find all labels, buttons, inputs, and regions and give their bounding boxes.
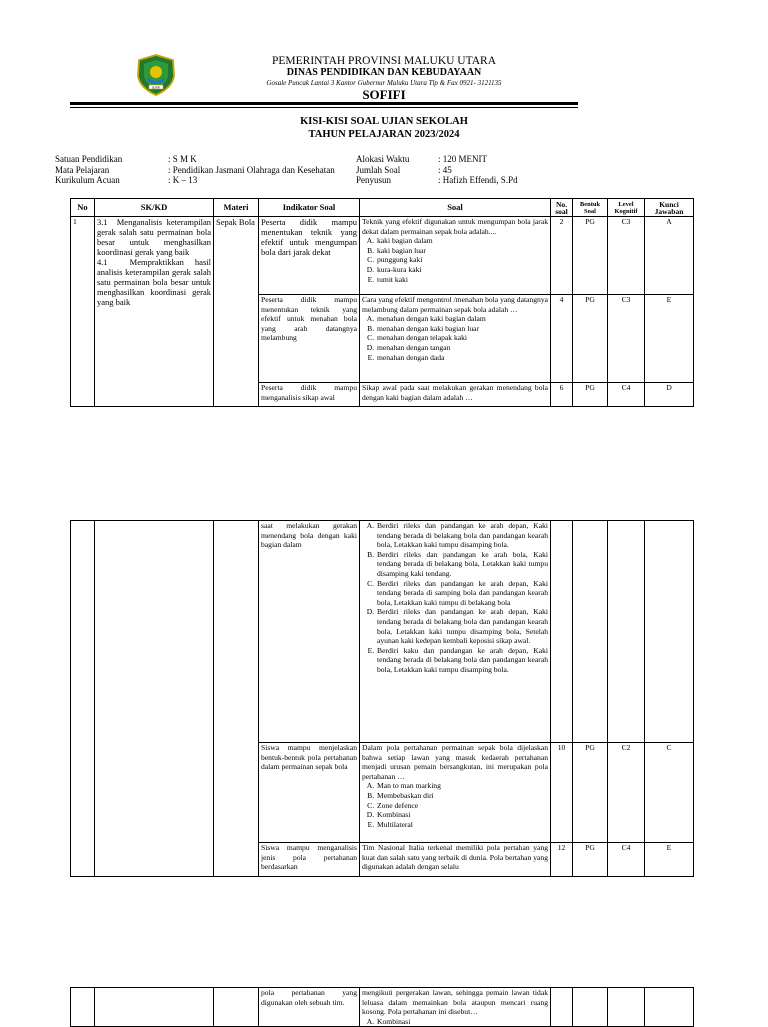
bentuk-cell: PG: [573, 743, 608, 843]
soal-cell: [360, 295, 551, 383]
answer-option: C. Berdiri rileks dan pandangan ke arah depan, Kaki tendang berada di samping bola dan pandangan kearah bola, Letakkan kaki tumpu di belakang bola: [376, 579, 548, 608]
table-row: [71, 988, 694, 1027]
kunci-cell: E: [645, 295, 694, 383]
level-cell: C3: [608, 295, 645, 383]
bentuk-cell: [573, 521, 608, 743]
indikator-cell: pola pertahanan yang digunakan oleh sebuah tim.: [259, 988, 360, 1027]
col-header-no-soal: No. soal: [551, 199, 573, 217]
bentuk-cell: [573, 988, 608, 1027]
table-header-row: [71, 199, 694, 217]
soal-cell: Tim Nasional Italia terkenal memiliki pola pertahan yang kuat dan salah satu yang terbaik di dunia. Pola bertahan yang digunakan adalah dengan selalu: [360, 843, 551, 877]
doc-title: KISI-KISI SOAL UJIAN SEKOLAH: [300, 116, 468, 127]
answer-option: B. Membebaskan diri: [376, 791, 548, 801]
info-label: Penyusun: [356, 175, 392, 185]
answer-option: D. kura-kura kaki: [376, 265, 548, 275]
level-cell: [608, 988, 645, 1027]
kd-cell: [95, 217, 214, 407]
bentuk-cell: PG: [573, 843, 608, 877]
letterhead-rule-thick: [70, 102, 578, 105]
answer-option: A. Kombinasi: [376, 1017, 548, 1027]
soal-question: Teknik yang efektif digunakan untuk mengumpan bola jarak dekat dalam permainan sepak bola adalah....: [362, 217, 548, 236]
materi-cell: [214, 988, 259, 1027]
answer-option: D. Kombinasi: [376, 810, 548, 820]
indikator-cell: saat melakukan gerakan menendang bola dengan kaki bagian dalam: [259, 521, 360, 743]
dept-address: Gosale Puncak Lantai 3 Kantor Gubernur Maluku Utara Tlp & Fax 0921- 3121135: [266, 79, 502, 87]
answer-option: D. Berdiri rileks dan pandangan ke arah depan, Kaki tendang berada di belakang bola dan pandangan kearah bola, Letakkan kaki tumpu disamping bola, Setelah ayunan kaki kedepan kembali keposisi sikap awal.: [376, 607, 548, 645]
info-right-labels: [356, 154, 409, 186]
info-value: : 120 MENIT: [438, 154, 487, 164]
dept-name: DINAS PENDIDIKAN DAN KEBUDAYAAN: [286, 67, 482, 78]
answer-option: C. menahan dengan telapak kaki: [376, 333, 548, 343]
indikator-cell: Peserta didik mampu menganalisis sikap awal: [259, 383, 360, 407]
soal-cell: Sikap awal pada saat melakukan gerakan menendang bola dengan kaki bagian dalam adalah …: [360, 383, 551, 407]
kd-text: Mempraktikkan hasil analisis keterampilan gerak salah satu permainan bola besar untuk menghasilkan koordinasi gerak yang baik: [97, 257, 211, 307]
soal-question: Dalam pola pertahanan permainan sepak bola dijelaskan bahwa setiap lawan yang masuk kedaerah pertahanan menjadi urusan pemain bersangkutan, ini merupakan pola pertahanan …: [362, 743, 548, 781]
no-soal-cell: 4: [551, 295, 573, 383]
kisi-kisi-table-page2: [70, 520, 694, 877]
level-cell: C4: [608, 383, 645, 407]
answer-options: [362, 236, 548, 284]
answer-option: A. menahan dengan kaki bagian dalam: [376, 314, 548, 324]
level-cell: [608, 521, 645, 743]
col-header-materi: Materi: [214, 199, 259, 217]
col-header-skkd: SK/KD: [95, 199, 214, 217]
table-row: [71, 521, 694, 743]
info-left-labels: [55, 154, 122, 186]
col-header-bentuk: Bentuk Soal: [573, 199, 608, 217]
city-name: SOFIFI: [362, 87, 406, 102]
row-no: 1: [71, 217, 95, 407]
answer-option: E. Multilateral: [376, 820, 548, 830]
level-cell: C3: [608, 217, 645, 295]
answer-option: B. Berdiri rileks dan pandangan ke arah bola, Kaki tendang berada di belakang bola, Letakkan kaki tumpu disamping kaki tendang.: [376, 550, 548, 579]
kunci-cell: C: [645, 743, 694, 843]
kd-number: 3.1: [97, 217, 108, 227]
indikator-cell: Siswa mampu menganalisis jenis pola pertahanan berdasarkan: [259, 843, 360, 877]
kunci-cell: [645, 988, 694, 1027]
table-row: [71, 217, 694, 295]
kd-cell: [95, 521, 214, 877]
no-soal-cell: 2: [551, 217, 573, 295]
answer-options: [362, 1017, 548, 1027]
answer-option: D. menahan dengan tangan: [376, 343, 548, 353]
level-cell: C2: [608, 743, 645, 843]
letterhead-rule-thin: [70, 107, 578, 108]
kd-number: 4.1: [97, 257, 108, 267]
info-label: Kurikulum Acuan: [55, 175, 120, 185]
indikator-cell: Siswa mampu menjelaskan bentuk-bentuk pola pertahanan dalam permainan sepak bola: [259, 743, 360, 843]
bentuk-cell: PG: [573, 383, 608, 407]
info-value: : Pendidikan Jasmani Olahraga dan Kesehatan: [168, 164, 335, 175]
info-label: Mata Pelajaran: [55, 164, 110, 175]
soal-cell: [360, 988, 551, 1027]
no-soal-cell: 6: [551, 383, 573, 407]
answer-options: [362, 781, 548, 829]
bentuk-cell: PG: [573, 295, 608, 383]
col-header-no: No: [71, 199, 95, 217]
kunci-cell: E: [645, 843, 694, 877]
row-no: [71, 988, 95, 1027]
indikator-cell: Peserta didik mampu menentukan teknik yang efektif untuk menahan bola yang arah datangnya melambung: [259, 295, 360, 383]
info-label: Alokasi Waktu: [356, 154, 410, 164]
info-value: : Hafizh Effendi, S.Pd: [438, 175, 518, 185]
col-header-kunci: Kunci Jawaban: [645, 199, 694, 217]
answer-options: [362, 314, 548, 362]
logo-text: SOFIFI: [151, 86, 161, 90]
maluku-utara-emblem-logo: [135, 54, 177, 96]
indikator-cell: Peserta didik mampu menentukan teknik yang efektif untuk mengumpan bola dari jarak dekat: [259, 217, 360, 295]
info-value: : 45: [438, 164, 452, 175]
answer-options: [362, 521, 548, 675]
kisi-kisi-table-page1: [70, 198, 694, 407]
info-value: : S M K: [168, 154, 197, 164]
kd-cell: [95, 988, 214, 1027]
col-header-level: Level Kognitif: [608, 199, 645, 217]
answer-option: A. kaki bagian dalam: [376, 236, 548, 246]
answer-option: B. menahan dengan kaki bagian luar: [376, 324, 548, 334]
no-soal-cell: 12: [551, 843, 573, 877]
materi-cell: Sepak Bola: [214, 217, 259, 407]
answer-option: E. Berdiri kaku dan pandangan ke arah depan, Kaki tendang berada di belakang bola dan pandangan kearah bola, Letakkan kaki tumpu disamping bola.: [376, 646, 548, 675]
col-header-soal: Soal: [360, 199, 551, 217]
kd-item: [97, 257, 211, 307]
materi-cell: [214, 521, 259, 877]
answer-option: C. punggung kaki: [376, 255, 548, 265]
kd-item: [97, 217, 211, 257]
info-right-values: [438, 154, 518, 186]
kunci-cell: D: [645, 383, 694, 407]
kd-text: Menganalisis keterampilan gerak salah satu permainan bola besar untuk menghasilkan koordinasi gerak yang baik: [97, 217, 212, 257]
gov-name: PEMERINTAH PROVINSI MALUKU UTARA: [271, 55, 496, 67]
soal-cell: [360, 521, 551, 743]
kunci-cell: A: [645, 217, 694, 295]
no-soal-cell: [551, 988, 573, 1027]
soal-cell: [360, 743, 551, 843]
answer-option: A. Man to man marking: [376, 781, 548, 791]
answer-option: E. tumit kaki: [376, 275, 548, 285]
no-soal-cell: [551, 521, 573, 743]
bentuk-cell: PG: [573, 217, 608, 295]
info-label: Jumlah Soal: [356, 164, 401, 175]
level-cell: C4: [608, 843, 645, 877]
answer-option: E. menahan dengan dada: [376, 353, 548, 363]
answer-option: B. kaki bagian luar: [376, 246, 548, 256]
answer-option: C. Zone defence: [376, 801, 548, 811]
info-value: : K – 13: [168, 175, 198, 185]
info-left-values: [168, 154, 335, 186]
soal-question: Cara yang efektif mengontrol /menahan bola yang datangnya melambung dalam permainan sepak bola adalah …: [362, 295, 548, 314]
kunci-cell: [645, 521, 694, 743]
row-no: [71, 521, 95, 877]
col-header-indikator: Indikator Soal: [259, 199, 360, 217]
soal-question: mengikuti pergerakan lawan, sehingga pemain lawan tidak leluasa dalam memainkan bola ataupun mencari ruang kosong. Pola pertahanan ini disebut…: [362, 988, 548, 1017]
answer-option: A. Berdiri rileks dan pandangan ke arah depan, Kaki tendang berada di belakang bola dan pandangan kearah bola, Letakkan kaki tumpu disamping bola.: [376, 521, 548, 550]
doc-year: TAHUN PELAJARAN 2023/2024: [308, 129, 460, 140]
no-soal-cell: 10: [551, 743, 573, 843]
soal-cell: [360, 217, 551, 295]
kisi-kisi-table-page3: [70, 987, 694, 1027]
info-label: Satuan Pendidikan: [55, 154, 123, 164]
